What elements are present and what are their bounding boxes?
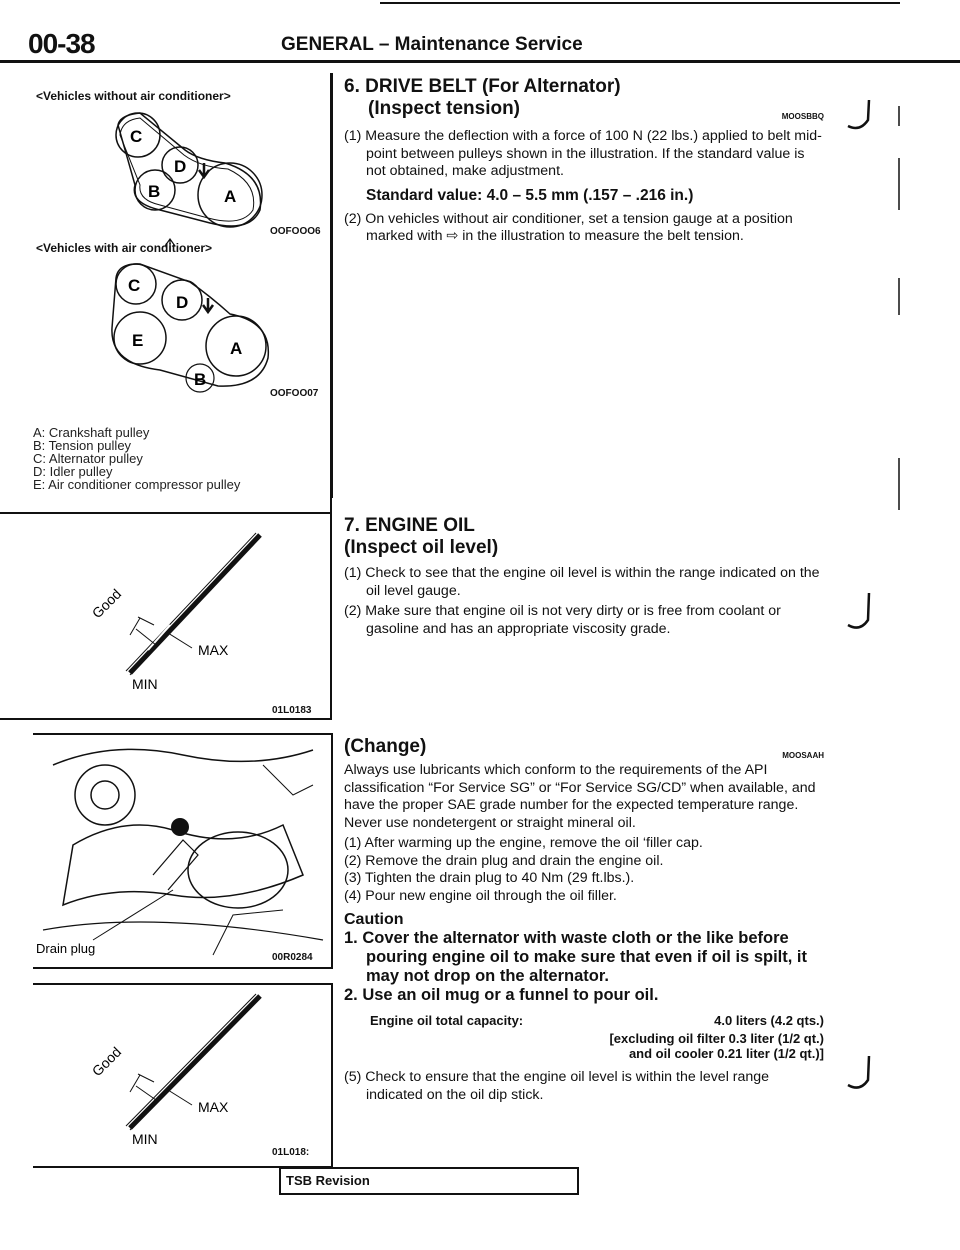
figure-code-drain: 00R0284 bbox=[272, 952, 313, 963]
panel-divider bbox=[330, 73, 332, 513]
min-label: MIN bbox=[132, 676, 158, 692]
capacity-note-2: and oil cooler 0.21 liter (1/2 qt.)] bbox=[628, 1046, 824, 1061]
pulley-label-b: B bbox=[148, 182, 161, 201]
label-no-ac: <Vehicles without air conditioner> bbox=[36, 89, 231, 103]
tsb-revision-box bbox=[279, 1167, 579, 1195]
drain-plug-label: Drain plug bbox=[36, 941, 96, 956]
max-label: MAX bbox=[198, 642, 229, 658]
belt-diagram-ac bbox=[100, 258, 300, 398]
binding-marks bbox=[838, 100, 908, 1160]
drive-belt-subtitle bbox=[344, 98, 824, 120]
drain-plug-illustration bbox=[33, 735, 331, 967]
oil-change-step: (1) After warming up the engine, remove the oil ‘filler cap. bbox=[344, 835, 703, 851]
legend-item: D: Idler pulley bbox=[33, 464, 113, 479]
page-number: 00-38 bbox=[28, 28, 95, 59]
header-rule bbox=[0, 60, 960, 63]
pulley-label-d: D bbox=[174, 157, 187, 176]
drive-belt-step2: (2) On vehicles without air conditioner, set a tension gauge at a position marked with ⇨ in the illustration to measure the belt tension. bbox=[344, 210, 793, 244]
pulley-legend bbox=[33, 426, 240, 491]
figure-code-dipstick-2: 01L018: bbox=[272, 1147, 310, 1158]
engine-oil-subtitle: (Inspect oil level) bbox=[344, 537, 499, 558]
drive-belt-code: MOOSBBQ bbox=[781, 112, 824, 121]
drive-belt-subtitle-text: (Inspect tension) bbox=[368, 98, 521, 119]
oil-capacity-row bbox=[344, 1013, 824, 1031]
caution-title: Caution bbox=[344, 911, 404, 928]
engine-oil-title: 7. ENGINE OIL bbox=[344, 515, 475, 536]
max-label: MAX bbox=[198, 1099, 229, 1115]
figure-code-dipstick: 01L0183 bbox=[272, 705, 312, 716]
figure-code-ac: OOFOO07 bbox=[270, 388, 319, 399]
caution-item-1: 1. Cover the alternator with waste cloth or the like before pouring engine oil to make sure that even if oil is spilt, it may not drop on the alternator. bbox=[344, 929, 807, 985]
oil-change-intro: Always use lubricants which conform to the requirements of the API classification “For Service SG” or “For Service SG/CD” when available, and have the proper SAE grade number for the expected temperature range. bbox=[344, 762, 816, 813]
oil-change-step5: (5) Check to ensure that the engine oil level is within the level range indicated on the oil dip stick. bbox=[344, 1069, 770, 1103]
capacity-label: Engine oil total capacity: bbox=[370, 1013, 524, 1028]
oil-change-step: (4) Pour new engine oil through the oil filler. bbox=[344, 887, 617, 904]
oil-change-intro2: Never use nondetergent or straight mineral oil. bbox=[344, 814, 636, 831]
oil-change-title: (Change) bbox=[344, 736, 427, 757]
pulley-label-a: A bbox=[224, 187, 237, 206]
good-label: Good bbox=[88, 1043, 125, 1080]
capacity-note-1: [excluding oil filter 0.3 liter (1/2 qt.) bbox=[609, 1031, 824, 1046]
drive-belt-title: 6. DRIVE BELT (For Alternator) bbox=[344, 76, 621, 97]
figure-code-no-ac: OOFOOO6 bbox=[270, 226, 321, 237]
legend-item: B: Tension pulley bbox=[33, 438, 132, 453]
pulley-label-b: B bbox=[194, 370, 207, 389]
section-title: GENERAL – Maintenance Service bbox=[281, 34, 583, 55]
top-rule bbox=[380, 2, 900, 4]
legend-item: C: Alternator pulley bbox=[33, 451, 143, 466]
pulley-label-e: E bbox=[132, 331, 144, 350]
standard-value: Standard value: 4.0 – 5.5 mm (.157 – .216 in.) bbox=[366, 186, 694, 204]
oil-change-step: (2) Remove the drain plug and drain the engine oil. bbox=[344, 852, 664, 869]
belt-diagram-no-ac bbox=[90, 105, 290, 253]
legend-item: E: Air conditioner compressor pulley bbox=[33, 477, 241, 492]
capacity-value: 4.0 liters (4.2 qts.) bbox=[714, 1013, 824, 1028]
drive-belt-section bbox=[344, 76, 824, 246]
engine-oil-section bbox=[344, 515, 824, 638]
pulley-label-d: D bbox=[176, 293, 189, 312]
caution-item-2: 2. Use an oil mug or a funnel to pour oil. bbox=[344, 986, 659, 1004]
oil-change-heading bbox=[344, 736, 824, 758]
pulley-label-c: C bbox=[128, 276, 141, 295]
oil-change-code: MOOSAAH bbox=[782, 751, 824, 760]
oil-change-section bbox=[344, 736, 824, 1104]
legend-item: A: Crankshaft pulley bbox=[33, 425, 150, 440]
min-label: MIN bbox=[132, 1131, 158, 1147]
dipstick-illustration-2 bbox=[60, 988, 300, 1158]
drive-belt-step1: (1) Measure the deflection with a force of 100 N (22 lbs.) applied to belt mid-point between pulleys shown in the illustration. If the standard value is not obtained, make adjustment. bbox=[344, 128, 822, 179]
dipstick-illustration bbox=[60, 525, 300, 705]
label-ac: <Vehicles with air conditioner> bbox=[36, 241, 213, 255]
pulley-label-a: A bbox=[230, 339, 243, 358]
good-label: Good bbox=[88, 585, 125, 622]
tsb-revision-label: TSB Revision bbox=[286, 1173, 370, 1188]
engine-oil-step1: (1) Check to see that the engine oil level is within the range indicated on the oil level gauge. bbox=[344, 565, 820, 599]
pulley-label-c: C bbox=[130, 127, 143, 146]
oil-change-step: (3) Tighten the drain plug to 40 Nm (29 ft.lbs.). bbox=[344, 870, 635, 886]
engine-oil-step2: (2) Make sure that engine oil is not very dirty or is free from coolant or gasoline and has an appropriate viscosity grade. bbox=[344, 603, 781, 637]
